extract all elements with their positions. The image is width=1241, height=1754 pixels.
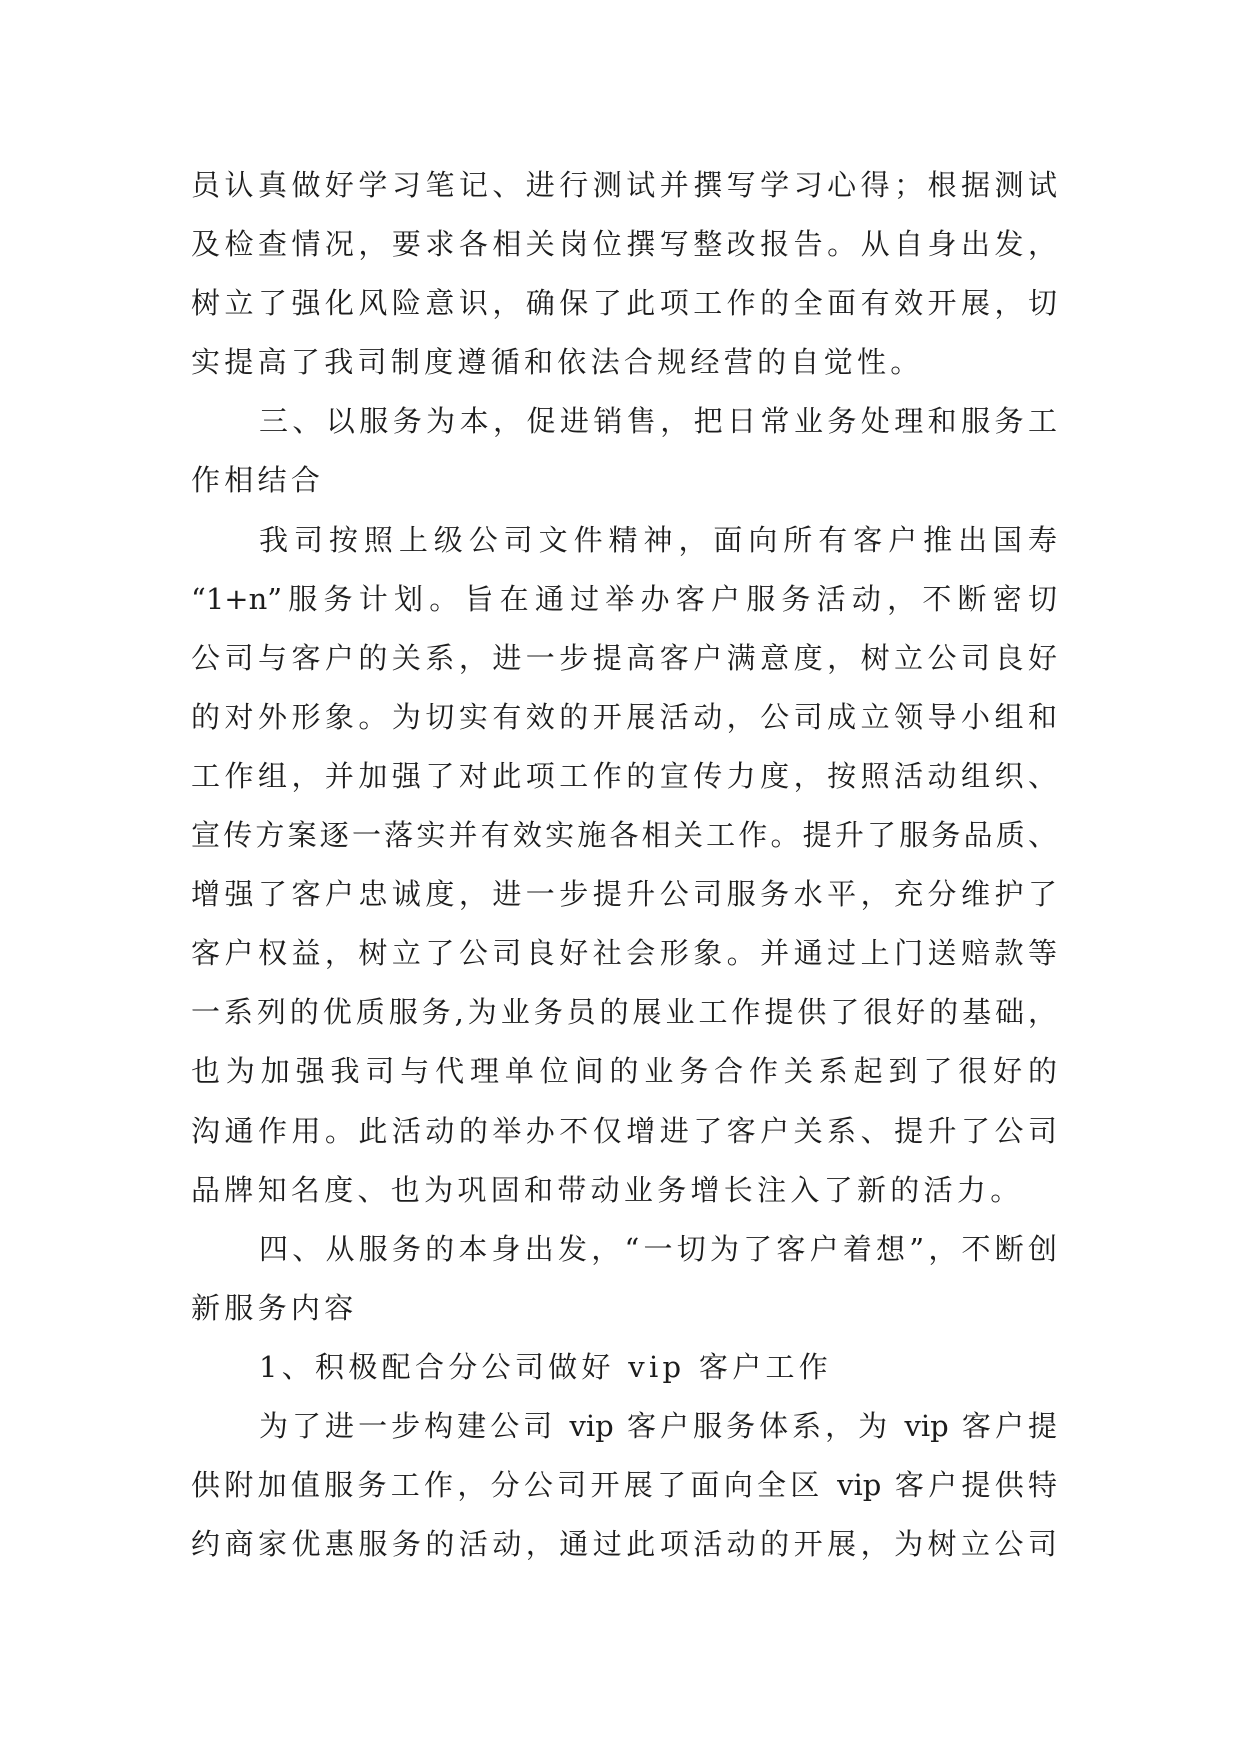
text-line: 实提高了我司制度遵循和依法合规经营的自觉性。 (191, 345, 924, 380)
text-line: 员认真做好学习笔记、进行测试并撰写学习心得；根据测试 (191, 168, 1057, 202)
paragraph (191, 156, 1057, 392)
text-line: 1、积极配合分公司做好 vip 客户工作 (259, 1349, 833, 1384)
text-line: 我司按照上级公司文件精神，面向所有客户推出国寿 (259, 522, 1057, 557)
text-line: 客户权益，树立了公司良好社会形象。并通过上门送赔款等 (191, 936, 1057, 971)
text-line: 也为加强我司与代理单位间的业务合作关系起到了很好的 (191, 1054, 1057, 1089)
text-line: 为了进一步构建公司 vip 客户服务体系，为 vip 客户提 (259, 1408, 1057, 1443)
subsection-heading (191, 1338, 1057, 1397)
text-line: 新服务内容 (191, 1290, 358, 1325)
text-line: 及检查情况，要求各相关岗位撰写整改报告。从自身出发， (191, 227, 1057, 262)
text-line: 沟通作用。此活动的举办不仅增进了客户关系、提升了公司 (191, 1113, 1057, 1148)
text-line: 作相结合 (191, 463, 325, 498)
paragraph (191, 1397, 1057, 1574)
text-line: 宣传方案逐一落实并有效实施各相关工作。提升了服务品质、 (191, 818, 1057, 853)
text-line: 树立了强化风险意识，确保了此项工作的全面有效开展，切 (191, 286, 1057, 321)
document-body (191, 156, 1057, 1574)
text-line: 约商家优惠服务的活动，通过此项活动的开展，为树立公司 (191, 1527, 1057, 1562)
text-line: 一系列的优质服务,为业务员的展业工作提供了很好的基础， (191, 995, 1057, 1030)
text-line: 品牌知名度、也为巩固和带动业务增长注入了新的活力。 (191, 1172, 1024, 1207)
text-line: 供附加值服务工作，分公司开展了面向全区 vip 客户提供特 (191, 1468, 1057, 1503)
paragraph (191, 511, 1057, 1220)
text-line: 三、以服务为本，促进销售，把日常业务处理和服务工 (259, 404, 1057, 439)
section-heading (191, 392, 1057, 510)
text-line: 公司与客户的关系，进一步提高客户满意度，树立公司良好 (191, 640, 1057, 675)
section-heading (191, 1220, 1057, 1338)
text-line: “1+n”服务计划。旨在通过举办客户服务活动，不断密切 (191, 581, 1057, 616)
text-line: 的对外形象。为切实有效的开展活动，公司成立领导小组和 (191, 699, 1057, 734)
text-line: 增强了客户忠诚度，进一步提升公司服务水平，充分维护了 (191, 877, 1057, 912)
text-line: 工作组，并加强了对此项工作的宣传力度，按照活动组织、 (191, 758, 1057, 793)
text-line: 四、从服务的本身出发，“一切为了客户着想”，不断创 (259, 1231, 1057, 1266)
